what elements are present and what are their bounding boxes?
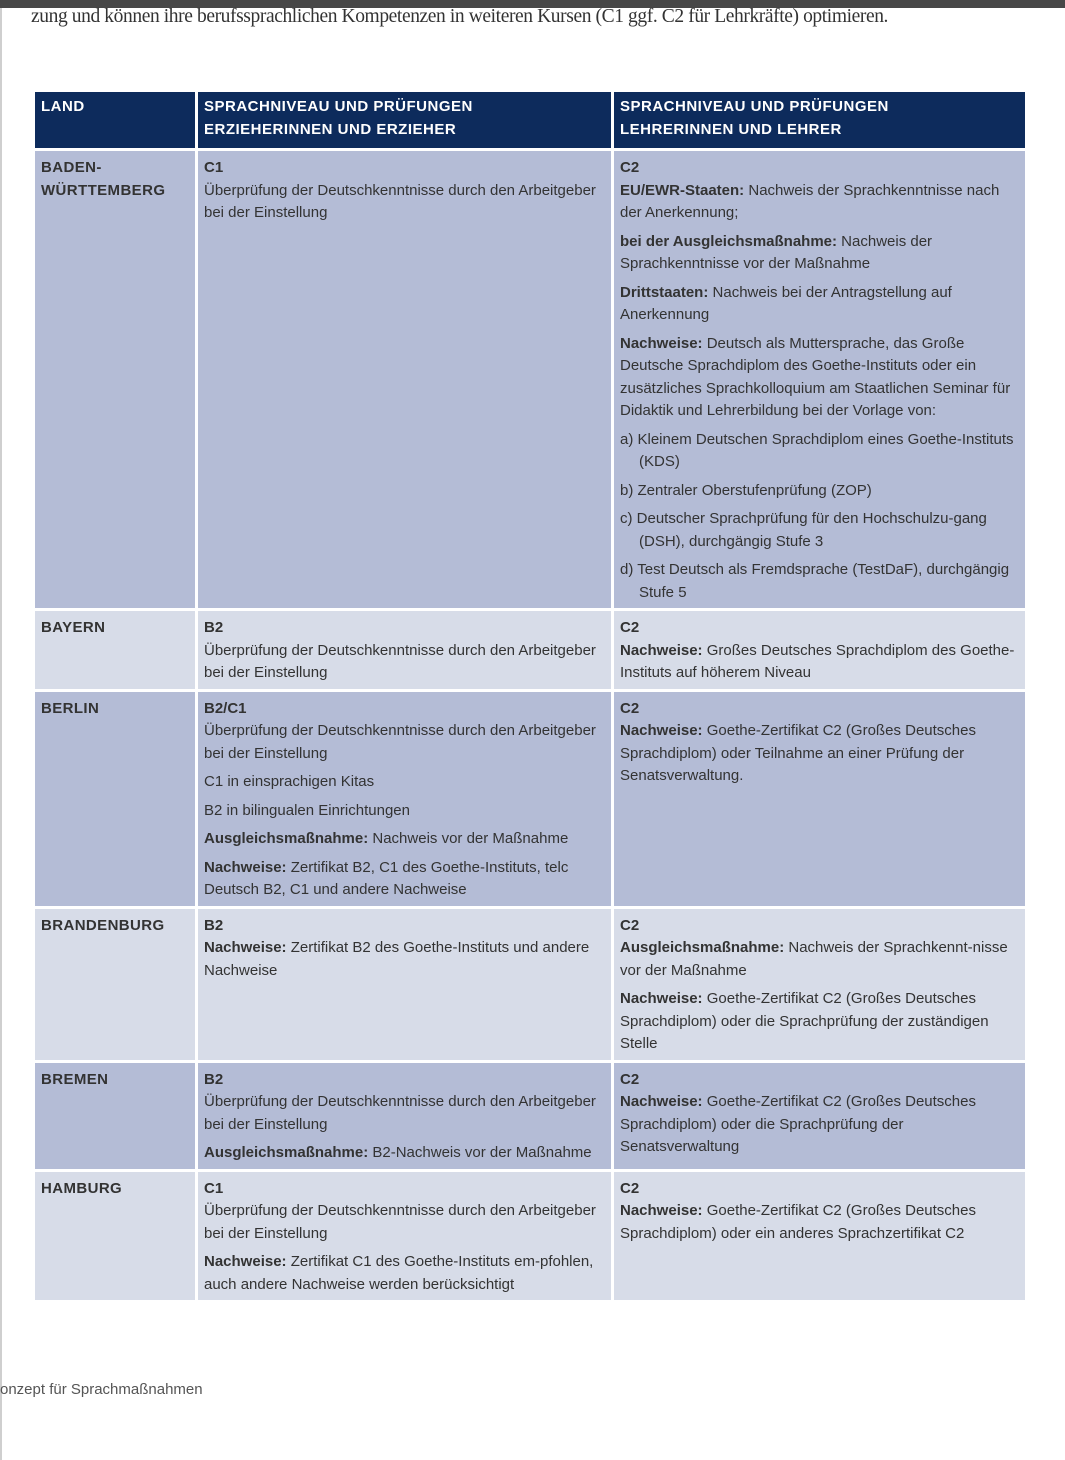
- requirement-paragraph: [620, 559, 1017, 604]
- requirement-text: Nachweis der Sprachkennt-nisse vor der Maßnahme: [620, 939, 1008, 979]
- level-label: C1: [204, 159, 224, 176]
- requirement-paragraph: [620, 720, 1017, 788]
- requirement-paragraph: [620, 480, 1017, 503]
- table-row: [34, 690, 1027, 907]
- requirement-paragraph: [620, 429, 1017, 474]
- requirement-paragraph: [620, 1200, 1017, 1245]
- requirement-paragraph: [204, 771, 603, 794]
- requirement-label: Nachweise:: [204, 939, 287, 956]
- level-label: C2: [620, 619, 640, 636]
- requirement-paragraph: [204, 180, 603, 225]
- requirement-text: B2-Nachweis vor der Maßnahme: [368, 1144, 592, 1161]
- requirement-paragraph: [204, 1142, 603, 1165]
- requirement-paragraph: [204, 1200, 603, 1245]
- erzieher-cell: [197, 150, 613, 610]
- level-label: B2: [204, 916, 224, 934]
- header-erzieher: SPRACHNIVEAU UND PRÜFUNGEN ERZIEHERINNEN UND ERZIEHER: [197, 91, 613, 150]
- requirement-label: Nachweise:: [204, 858, 287, 876]
- requirement-text: Goethe-Zertifikat C2 (Großes Deutsches Sprachdiplom) oder die Sprachprüfung der zuständigen Stelle: [620, 990, 989, 1052]
- level-label: C2: [620, 1179, 640, 1197]
- table-row: [34, 907, 1027, 1061]
- requirement-text: C1 in einsprachigen Kitas: [204, 773, 375, 790]
- land-cell: BAYERN: [34, 610, 197, 691]
- table-row: [34, 1170, 1027, 1302]
- requirement-paragraph: [204, 1251, 603, 1296]
- requirement-paragraph: [204, 1091, 603, 1136]
- requirement-label: bei der Ausgleichsmaßnahme:: [620, 232, 838, 250]
- lehrer-cell: [613, 690, 1027, 907]
- requirement-paragraph: [204, 640, 603, 685]
- table-row: [34, 1061, 1027, 1170]
- requirement-label: Ausgleichsmaßnahme:: [204, 830, 369, 847]
- erzieher-cell: [197, 610, 613, 691]
- requirement-text: Deutsch als Muttersprache, das Große Deutsche Sprachdiplom des Goethe-Instituts oder ein zusätzliches Sprachkolloquium am Staatlichen Seminar für Didaktik und Lehrerbildung bei der Vorlage von:: [620, 334, 1011, 419]
- requirement-paragraph: [620, 937, 1017, 982]
- erzieher-cell: [197, 690, 613, 907]
- lehrer-cell: [613, 1170, 1027, 1302]
- requirement-text: Überprüfung der Deutschkenntnisse durch den Arbeitgeber bei der Einstellung: [204, 722, 596, 762]
- level-label: C2: [620, 159, 640, 176]
- requirement-text: Nachweis vor der Maßnahme: [368, 830, 569, 847]
- intro-text: zung und können ihre berufssprachlichen Kompetenzen in weiteren Kursen (C1 ggf. C2 für Lehrkräfte) optimieren.: [31, 6, 889, 27]
- table-header-row: [34, 91, 1027, 150]
- requirement-text: B2 in bilingualen Einrichtungen: [204, 801, 410, 819]
- level-label: B2/C1: [204, 699, 247, 717]
- level-label: C2: [620, 699, 640, 717]
- level-label: B2: [204, 1070, 224, 1088]
- land-cell: HAMBURG: [34, 1170, 197, 1302]
- requirement-text: c) Deutscher Sprachprüfung für den Hochschulzu-gang (DSH), durchgängig Stufe 3: [620, 510, 987, 550]
- requirement-label: Nachweise:: [620, 1202, 703, 1219]
- requirement-text: Goethe-Zertifikat C2 (Großes Deutsches Sprachdiplom) oder ein anderes Sprachzertifikat C2: [620, 1202, 976, 1242]
- requirement-label: EU/EWR-Staaten:: [620, 181, 745, 199]
- requirement-label: Ausgleichsmaßnahme:: [204, 1144, 369, 1161]
- requirement-label: Nachweise:: [204, 1253, 287, 1270]
- requirement-paragraph: [204, 857, 603, 902]
- requirement-paragraph: [204, 720, 603, 765]
- level-label: C1: [204, 1179, 224, 1197]
- land-cell: BADEN- WÜRTTEMBERG: [34, 150, 197, 610]
- requirement-paragraph: [620, 231, 1017, 276]
- lehrer-cell: [613, 1061, 1027, 1170]
- lehrer-cell: [613, 150, 1027, 610]
- lehrer-cell: [613, 907, 1027, 1061]
- requirement-text: Überprüfung der Deutschkenntnisse durch den Arbeitgeber bei der Einstellung: [204, 1093, 596, 1133]
- requirement-paragraph: [620, 333, 1017, 423]
- page-edge: [0, 8, 2, 1460]
- requirement-paragraph: [204, 828, 603, 851]
- requirement-text: Nachweis bei der Antragstellung auf Anerkennung: [620, 283, 952, 323]
- requirement-text: Zertifikat B2, C1 des Goethe-Instituts, telc Deutsch B2, C1 und andere Nachweise: [204, 858, 569, 898]
- erzieher-cell: [197, 907, 613, 1061]
- erzieher-cell: [197, 1170, 613, 1302]
- land-cell: BREMEN: [34, 1061, 197, 1170]
- requirement-label: Drittstaaten:: [620, 283, 709, 301]
- requirement-text: Nachweis der Sprachkenntnisse vor der Maßnahme: [620, 232, 933, 272]
- requirement-text: b) Zentraler Oberstufenprüfung (ZOP): [620, 481, 872, 499]
- requirement-label: Ausgleichsmaßnahme:: [620, 939, 785, 956]
- footer-text: onzept für Sprachmaßnahmen: [0, 1381, 203, 1398]
- requirement-text: Überprüfung der Deutschkenntnisse durch den Arbeitgeber bei der Einstellung: [204, 641, 596, 681]
- requirement-paragraph: [204, 800, 603, 823]
- requirement-text: d) Test Deutsch als Fremdsprache (TestDaF), durchgängig Stufe 5: [620, 561, 1010, 601]
- table-row: [34, 610, 1027, 691]
- requirement-label: Nachweise:: [620, 641, 703, 659]
- requirement-text: Großes Deutsches Sprachdiplom des Goethe-Instituts auf höherem Niveau: [620, 641, 1015, 681]
- header-lehrer: SPRACHNIVEAU UND PRÜFUNGEN LEHRERINNEN UND LEHRER: [613, 91, 1027, 150]
- requirement-text: Zertifikat C1 des Goethe-Instituts em-pfohlen, auch andere Nachweise werden berücksichtigt: [204, 1253, 594, 1293]
- level-label: C2: [620, 1070, 640, 1088]
- level-label: B2: [204, 619, 224, 636]
- requirement-text: Überprüfung der Deutschkenntnisse durch den Arbeitgeber bei der Einstellung: [204, 181, 596, 221]
- lehrer-cell: [613, 610, 1027, 691]
- requirement-label: Nachweise:: [620, 1093, 703, 1110]
- requirement-label: Nachweise:: [620, 334, 703, 352]
- requirement-paragraph: [620, 1091, 1017, 1159]
- requirement-paragraph: [620, 508, 1017, 553]
- header-land: LAND: [34, 91, 197, 150]
- requirement-label: Nachweise:: [620, 722, 703, 739]
- requirement-paragraph: [620, 282, 1017, 327]
- level-label: C2: [620, 916, 640, 934]
- requirement-text: Nachweis der Sprachkenntnisse nach der Anerkennung;: [620, 181, 1000, 221]
- requirement-text: Überprüfung der Deutschkenntnisse durch den Arbeitgeber bei der Einstellung: [204, 1202, 596, 1242]
- land-cell: BRANDENBURG: [34, 907, 197, 1061]
- requirement-text: Goethe-Zertifikat C2 (Großes Deutsches Sprachdiplom) oder Teilnahme an einer Prüfung der Senatsverwaltung.: [620, 722, 976, 784]
- requirement-paragraph: [620, 180, 1017, 225]
- requirement-text: Goethe-Zertifikat C2 (Großes Deutsches Sprachdiplom) oder die Sprachprüfung der Senatsverwaltung: [620, 1093, 976, 1155]
- table-row: [34, 150, 1027, 610]
- requirement-paragraph: [204, 937, 603, 982]
- requirement-paragraph: [620, 988, 1017, 1056]
- language-requirements-table: [32, 89, 1028, 1303]
- requirement-text: Zertifikat B2 des Goethe-Instituts und andere Nachweise: [204, 939, 590, 979]
- requirement-label: Nachweise:: [620, 990, 703, 1007]
- land-cell: BERLIN: [34, 690, 197, 907]
- requirement-text: a) Kleinem Deutschen Sprachdiplom eines Goethe-Instituts (KDS): [620, 430, 1014, 470]
- erzieher-cell: [197, 1061, 613, 1170]
- requirement-paragraph: [620, 640, 1017, 685]
